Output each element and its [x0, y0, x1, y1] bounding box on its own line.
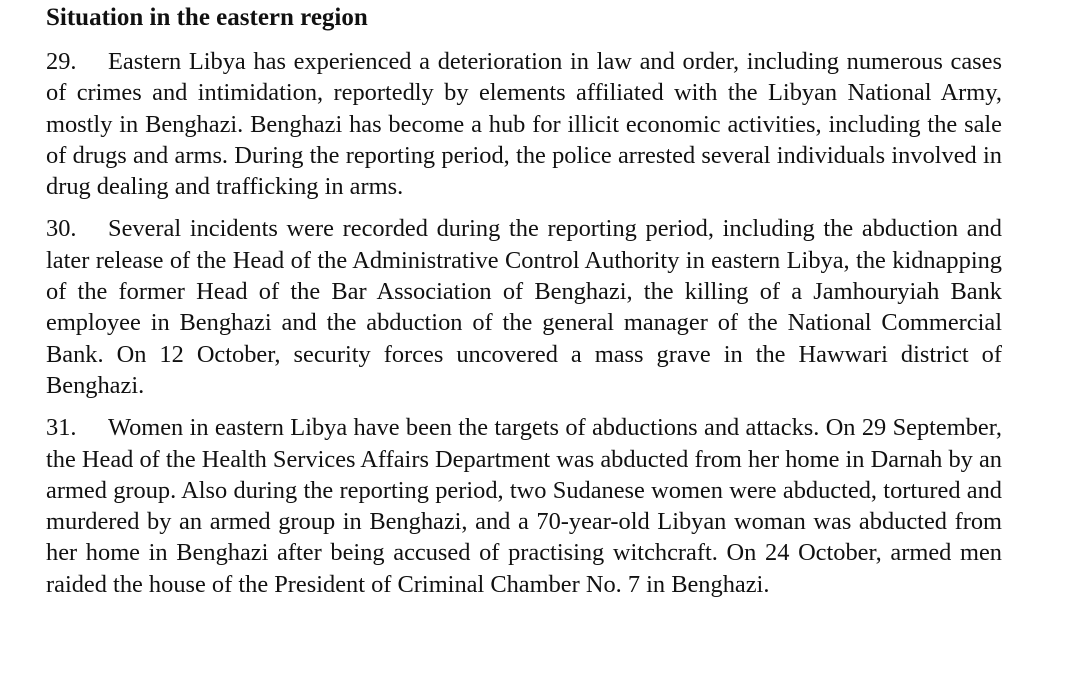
- paragraph-31: [46, 412, 1002, 600]
- paragraph-number: 29.: [46, 48, 77, 75]
- section-heading: Situation in the eastern region: [46, 4, 368, 31]
- paragraph-text: Several incidents were recorded during the reporting period, including the abduction and later release of the Head of the Administrative Control Authority in eastern Libya, the kidnapping of the former Head of the Bar Association of Benghazi, the killing of a Jamhouryiah Bank employee in Benghazi and the abduction of the general manager of the National Commercial Bank. On 12 October, security forces uncovered a mass grave in the Hawwari district of Benghazi.: [46, 215, 1002, 399]
- paragraph-text: Women in eastern Libya have been the targets of abductions and attacks. On 29 September, the Head of the Health Services Affairs Department was abducted from her home in Darnah by an armed group. Also during the reporting period, two Sudanese women were abducted, tortured and murdered by an armed group in Benghazi, and a 70-year-old Libyan woman was abducted from her home in Benghazi after being accused of practising witchcraft. On 24 October, armed men raided the house of the President of Criminal Chamber No. 7 in Benghazi.: [46, 414, 1002, 598]
- paragraph-text: Eastern Libya has experienced a deterioration in law and order, including numerous cases of crimes and intimidation, reportedly by elements affiliated with the Libyan National Army, mostly in Benghazi. Benghazi has become a hub for illicit economic activities, including the sale of drugs and arms. During the reporting period, the police arrested several individuals involved in drug dealing and trafficking in arms.: [46, 48, 1002, 201]
- paragraph-29: [46, 46, 1002, 202]
- document-body: [46, 0, 1002, 600]
- paragraph-number: 31.: [46, 414, 77, 442]
- paragraph-30: [46, 213, 1002, 401]
- paragraph-number: 30.: [46, 215, 77, 243]
